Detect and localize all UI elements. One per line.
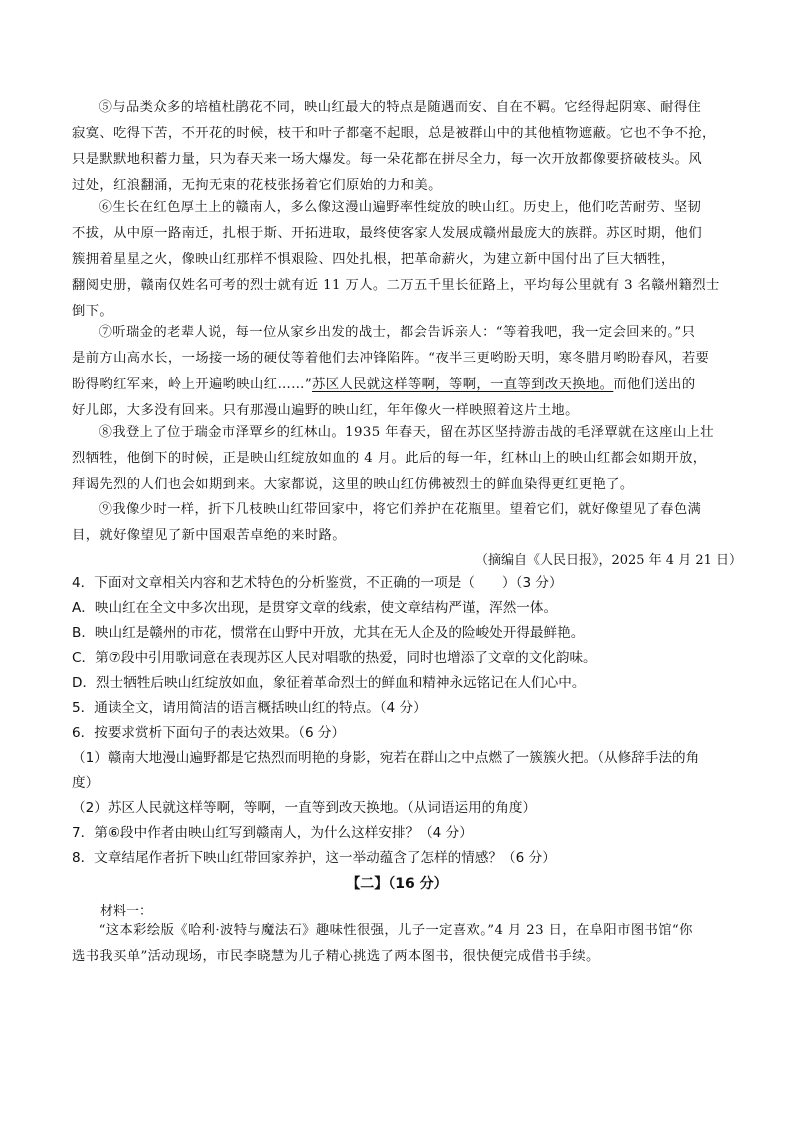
text-line: 好儿郎，大多没有回来。只有那漫山遍野的映山红，年年像火一样映照着这片土地。: [72, 403, 579, 418]
text-line: 选书我买单”活动现场，市民李晓慧为儿子精心挑选了两本图书，很快便完成借书手续。: [72, 949, 600, 964]
paragraph-7: [72, 320, 730, 424]
text-line: 翻阅史册，赣南仅姓名可考的烈士就有近 11 万人。二万五千里长征路上，平均每公里就有 3 名赣州籍烈士: [72, 278, 720, 293]
question-6-1: （1）赣南大地漫山遍野都是它热烈而明艳的身影，宛若在群山之中点燃了一簇簇火把。（从修辞手法的角: [72, 750, 700, 766]
question-6-1-cont: 度）: [72, 775, 100, 791]
text-line: ⑦听瑞金的老辈人说，每一位从家乡出发的战士，都会告诉亲人：“等着我吧，我一定会回来的。”只: [98, 325, 696, 340]
question-6: 6．按要求赏析下面句子的表达效果。（6 分）: [72, 725, 346, 741]
text-line: “这本彩绘版《哈利·波特与魔法石》趣味性很强，儿子一定喜欢。”4 月 23 日，在阜阳市图书馆“你: [98, 923, 693, 938]
option-d: D．烈士牺牲后映山红绽放如血，象征着革命烈士的鲜血和精神永远铭记在人们心中。: [72, 675, 586, 691]
question-8: 8．文章结尾作者折下映山红带回家养护，这一举动蕴含了怎样的情感？（6 分）: [72, 850, 556, 866]
question-4: 4．下面对文章相关内容和艺术特色的分析鉴赏，不正确的一项是（ ）（3 分）: [72, 575, 563, 591]
section-heading: 【二】（16 分）: [346, 876, 448, 892]
option-b: B．映山红是赣州的市花，惯常在山野中开放，尤其在无人企及的险峻处开得最鲜艳。: [72, 625, 585, 641]
paragraph-5: [72, 95, 730, 199]
question-7: 7．第⑥段中作者由映山红写到赣南人，为什么这样安排？（4 分）: [72, 825, 473, 841]
underlined-sentence: 苏区人民就这样等啊，等啊，一直等到改天换地。: [312, 377, 614, 392]
text-line: 寂寞、吃得下苦，不开花的时候，枝干和叶子都毫不起眼，总是被群山中的其他植物遮蔽。它也不争不抢，: [72, 126, 716, 141]
text-line: 过处，红浪翻涌，无拘无束的花枝张扬着它们原始的力和美。: [72, 178, 442, 193]
question-5: 5．通读全文，请用简洁的语言概括映山红的特点。（4 分）: [72, 700, 427, 716]
paragraph-9: [72, 497, 730, 549]
text-line: 不拔，从中原一路南迁，扎根于斯、开拓进取，最终使客家人发展成赣州最庞大的族群。苏区时期，他们: [72, 226, 703, 241]
text-line: 目，就好像望见了新中国艰苦卓绝的来时路。: [72, 528, 346, 543]
text-line: 烈牺牲，他倒下的时候，正是映山红绽放如血的 4 月。此后的每一年，红林山上的映山红都会如期开放，: [72, 451, 707, 466]
source-citation: （摘编自《人民日报》，2025 年 4 月 21 日）: [474, 553, 742, 568]
text-line: 倒下。: [72, 304, 114, 319]
text-line: ⑤与品类众多的培植杜鹃花不同，映山红最大的特点是随遇而安、自在不羁。它经得起阴寒、耐得住: [98, 100, 702, 115]
paragraph-6: [72, 195, 730, 325]
text-fragment: 而他们送出的: [613, 377, 696, 392]
option-c: C．第⑦段中引用歌词意在表现苏区人民对唱歌的热爱，同时也增添了文章的文化韵味。: [72, 650, 597, 666]
text-line: 拜谒先烈的人们也会如期到来。大家都说，这里的映山红仿佛被烈士的鲜血染得更红更艳了。: [72, 477, 634, 492]
material-1-text: [72, 918, 730, 970]
text-line: ⑥生长在红色厚土上的赣南人，多么像这漫山遍野率性绽放的映山红。历史上，他们吃苦耐劳、坚韧: [98, 200, 702, 215]
paragraph-8: [72, 420, 730, 498]
text-line: ⑧我登上了位于瑞金市泽覃乡的红林山。1935 年春天，留在苏区坚持游击战的毛泽覃就在这座山上壮: [98, 425, 714, 440]
text-line: [45, 372, 730, 398]
text-line: 簇拥着星星之火，像映山红那样不惧艰险、四处扎根，把革命薪火，为建立新中国付出了巨大牺牲，: [72, 252, 675, 267]
question-6-2: （2）苏区人民就这样等啊，等啊，一直等到改天换地。（从词语运用的角度）: [72, 800, 537, 816]
option-a: A．映山红在全文中多次出现，是贯穿文章的线索，使文章结构严谨，浑然一体。: [72, 600, 558, 616]
song-lyric: 盼得哟红军来，岭上开遍哟映山红……”: [72, 377, 313, 392]
material-label: 材料一：: [100, 904, 153, 919]
text-line: ⑨我像少时一样，折下几枝映山红带回家中，将它们养护在花瓶里。望着它们，就好像望见了春色满: [98, 502, 702, 517]
text-line: 只是默默地积蓄力量，只为春天来一场大爆发。每一朵花都在拼尽全力，每一次开放都像要挤破枝头。风: [72, 152, 703, 167]
text-line: 是前方山高水长，一场接一场的硬仗等着他们去冲锋陷阵。“夜半三更哟盼天明，寒冬腊月哟盼春风，若要: [72, 351, 710, 366]
